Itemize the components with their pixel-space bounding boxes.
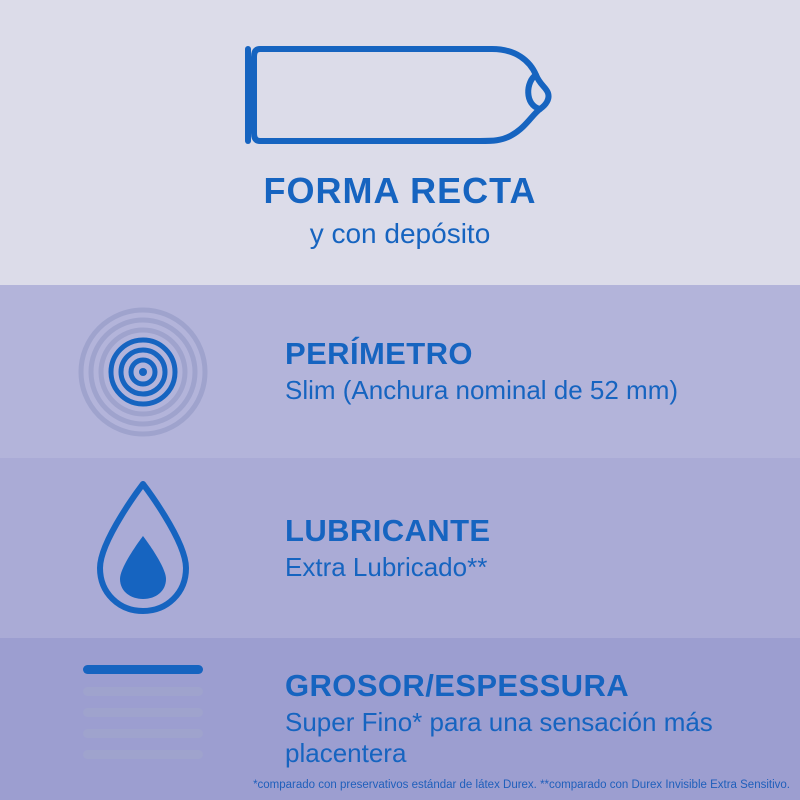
feature-section-lubricant [0, 458, 800, 638]
feature-text-block [285, 514, 800, 583]
feature-subtitle: Slim (Anchura nominal de 52 mm) [285, 375, 679, 406]
feature-text-block [285, 669, 800, 768]
condom-straight-shape-icon [240, 35, 560, 155]
stacked-lines-thickness-icon [0, 659, 285, 779]
water-drop-lubricant-icon [0, 478, 285, 618]
feature-section-perimeter [0, 285, 800, 458]
feature-title: FORMA RECTA [263, 170, 537, 212]
feature-title: GROSOR/ESPESSURA [285, 668, 630, 704]
feature-section-shape [0, 0, 800, 285]
feature-subtitle: Extra Lubricado** [285, 551, 488, 582]
feature-section-thickness [0, 638, 800, 800]
feature-subtitle: Super Fino* para una sensación más placentera [285, 707, 713, 769]
feature-title: LUBRICANTE [285, 512, 491, 548]
concentric-circles-perimeter-icon [0, 307, 285, 437]
footnote: *comparado con preservativos estándar de látex Durex. **comparado con Durex Invisible Extra Sensitivo. [253, 779, 790, 792]
feature-subtitle: y con depósito [309, 217, 491, 249]
feature-text-block [285, 337, 800, 406]
feature-title: PERÍMETRO [285, 336, 473, 372]
